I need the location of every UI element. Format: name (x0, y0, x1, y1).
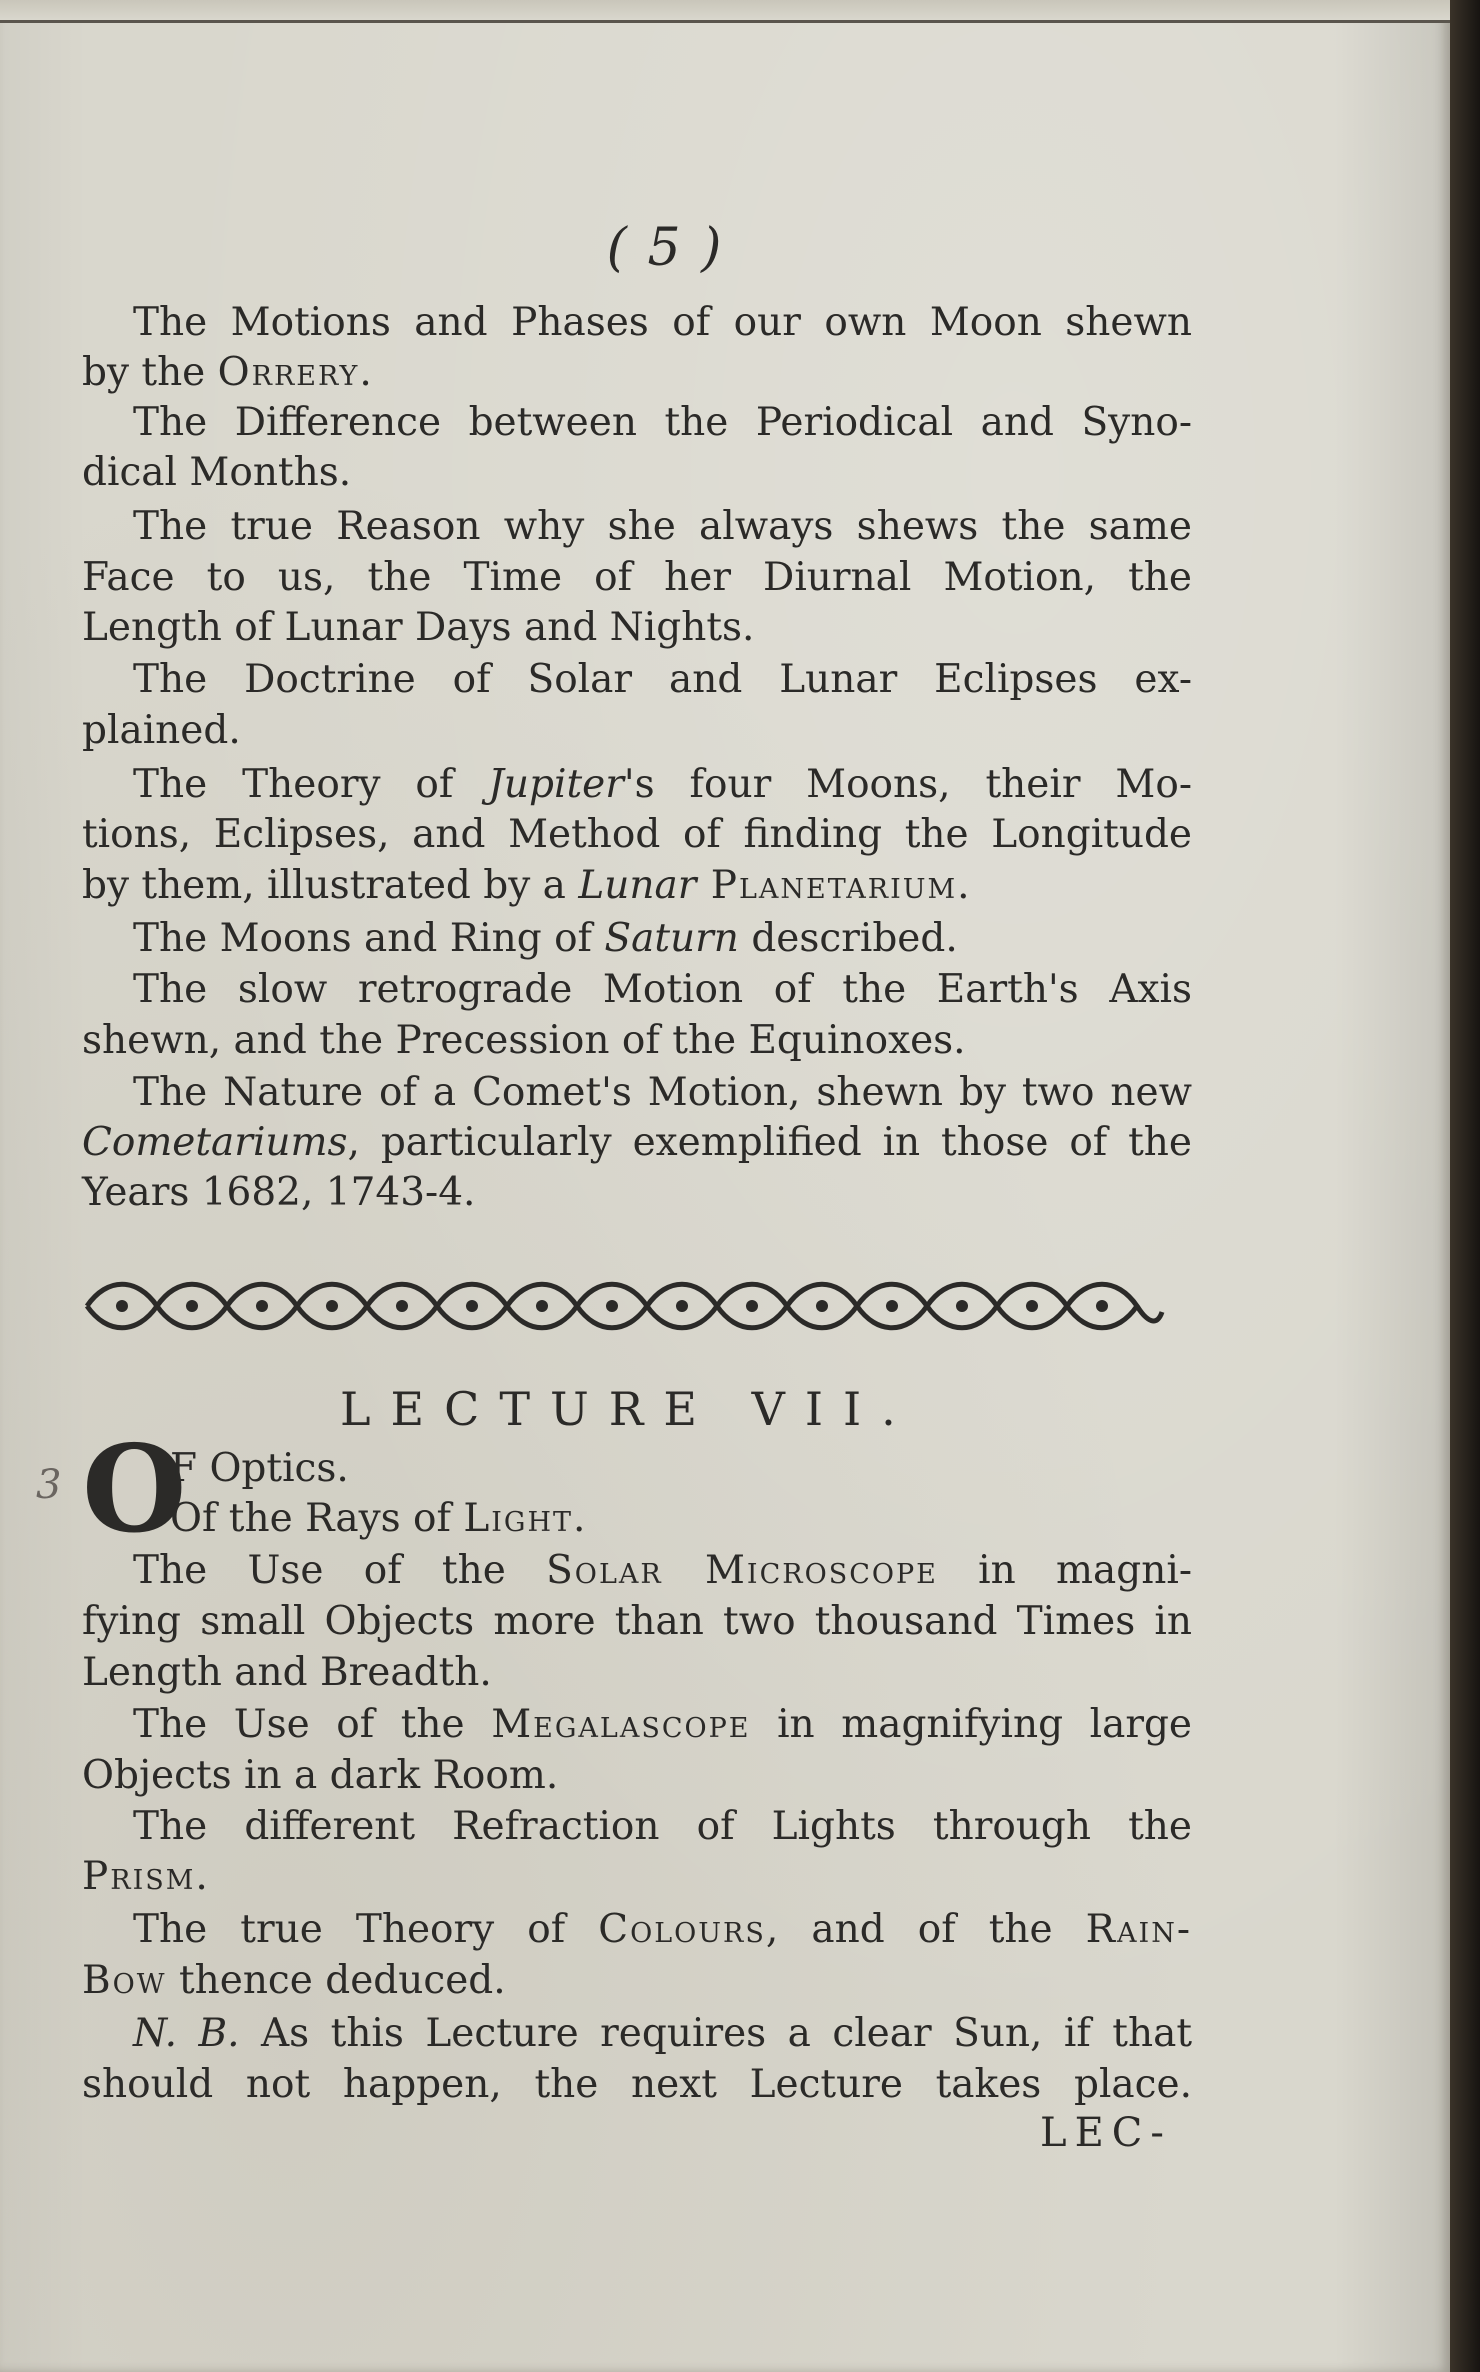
text-line: Length of Lunar Days and Nights. (82, 605, 755, 650)
text-line: plained. (82, 708, 241, 753)
text-line: The slow retrograde Motion of the Earth's Axis (133, 967, 1192, 1012)
dark-page-edge (1450, 0, 1480, 2372)
text-line: The Doctrine of Solar and Lunar Eclipses ex- (133, 657, 1192, 702)
text-line: Objects in a dark Room. (82, 1753, 559, 1798)
text-line: The true Reason why she always shews the same (133, 504, 1192, 549)
text-line: The Use of the Megalascope in magnifying large (133, 1702, 1193, 1747)
megalascope-term: Megalascope (491, 1702, 751, 1747)
text-line: N. B. As this Lecture requires a clear Sun, if that (133, 2011, 1192, 2056)
text-line: The true Theory of Colours, and of the Rain- (133, 1907, 1193, 1952)
text-line: dical Months. (82, 450, 352, 495)
drop-cap: O (82, 1419, 187, 1560)
solar-microscope-term: Solar Microscope (546, 1548, 938, 1593)
text-line: Cometariums, particularly exemplified in those of the (82, 1120, 1192, 1165)
text-line: The Moons and Ring of Saturn described. (133, 916, 958, 961)
text-line: The different Refraction of Lights through the (133, 1804, 1192, 1849)
top-edge-rule (0, 0, 1450, 23)
orrery-term: Orrery. (217, 350, 374, 395)
text-line: Years 1682, 1743-4. (82, 1170, 476, 1215)
text-line: shewn, and the Precession of the Equinoxes. (82, 1018, 966, 1063)
lunar-term: Lunar (578, 863, 697, 908)
cometariums-term: Cometariums (82, 1120, 348, 1165)
text-line: The Difference between the Periodical and Syno- (133, 400, 1192, 445)
saturn-term: Saturn (604, 916, 739, 961)
text-line: F Optics. (170, 1446, 349, 1491)
jupiter-term: Jupiter (488, 762, 624, 807)
rainbow-term: Rain- (1085, 1907, 1193, 1952)
lecture-title: LECTURE VII. (340, 1382, 916, 1436)
text-line: Of the Rays of Light. (170, 1496, 588, 1541)
text-line: Face to us, the Time of her Diurnal Motion, the (82, 555, 1192, 600)
text-line: Length and Breadth. (82, 1650, 492, 1695)
text-line: tions, Eclipses, and Method of finding the Longitude (82, 812, 1192, 857)
page-number: ( 5 ) (606, 218, 724, 278)
ornamental-band (82, 1272, 1167, 1340)
text-line: Bow thence deduced. (82, 1958, 506, 2003)
light-term: Light. (463, 1496, 588, 1541)
nota-bene: N. B. (133, 2011, 240, 2056)
text-line: by the Orrery. (82, 350, 374, 395)
handwritten-margin-mark: 3 (36, 1462, 62, 1508)
text-line: by them, illustrated by a Lunar Planetarium. (82, 863, 972, 908)
text-line: The Motions and Phases of our own Moon shewn (133, 300, 1192, 345)
colours-term: Colours (598, 1907, 766, 1952)
text-line: The Use of the Solar Microscope in magni- (133, 1548, 1192, 1593)
text-line: Prism. (82, 1854, 210, 1899)
text-line: should not happen, the next Lecture takes place. (82, 2062, 1192, 2107)
text-line: The Theory of Jupiter's four Moons, their Mo- (133, 762, 1192, 807)
text-line: The Nature of a Comet's Motion, shewn by two new (133, 1070, 1192, 1115)
text-line: fying small Objects more than two thousand Times in (82, 1599, 1192, 1644)
catchword: LEC- (1040, 2110, 1172, 2156)
